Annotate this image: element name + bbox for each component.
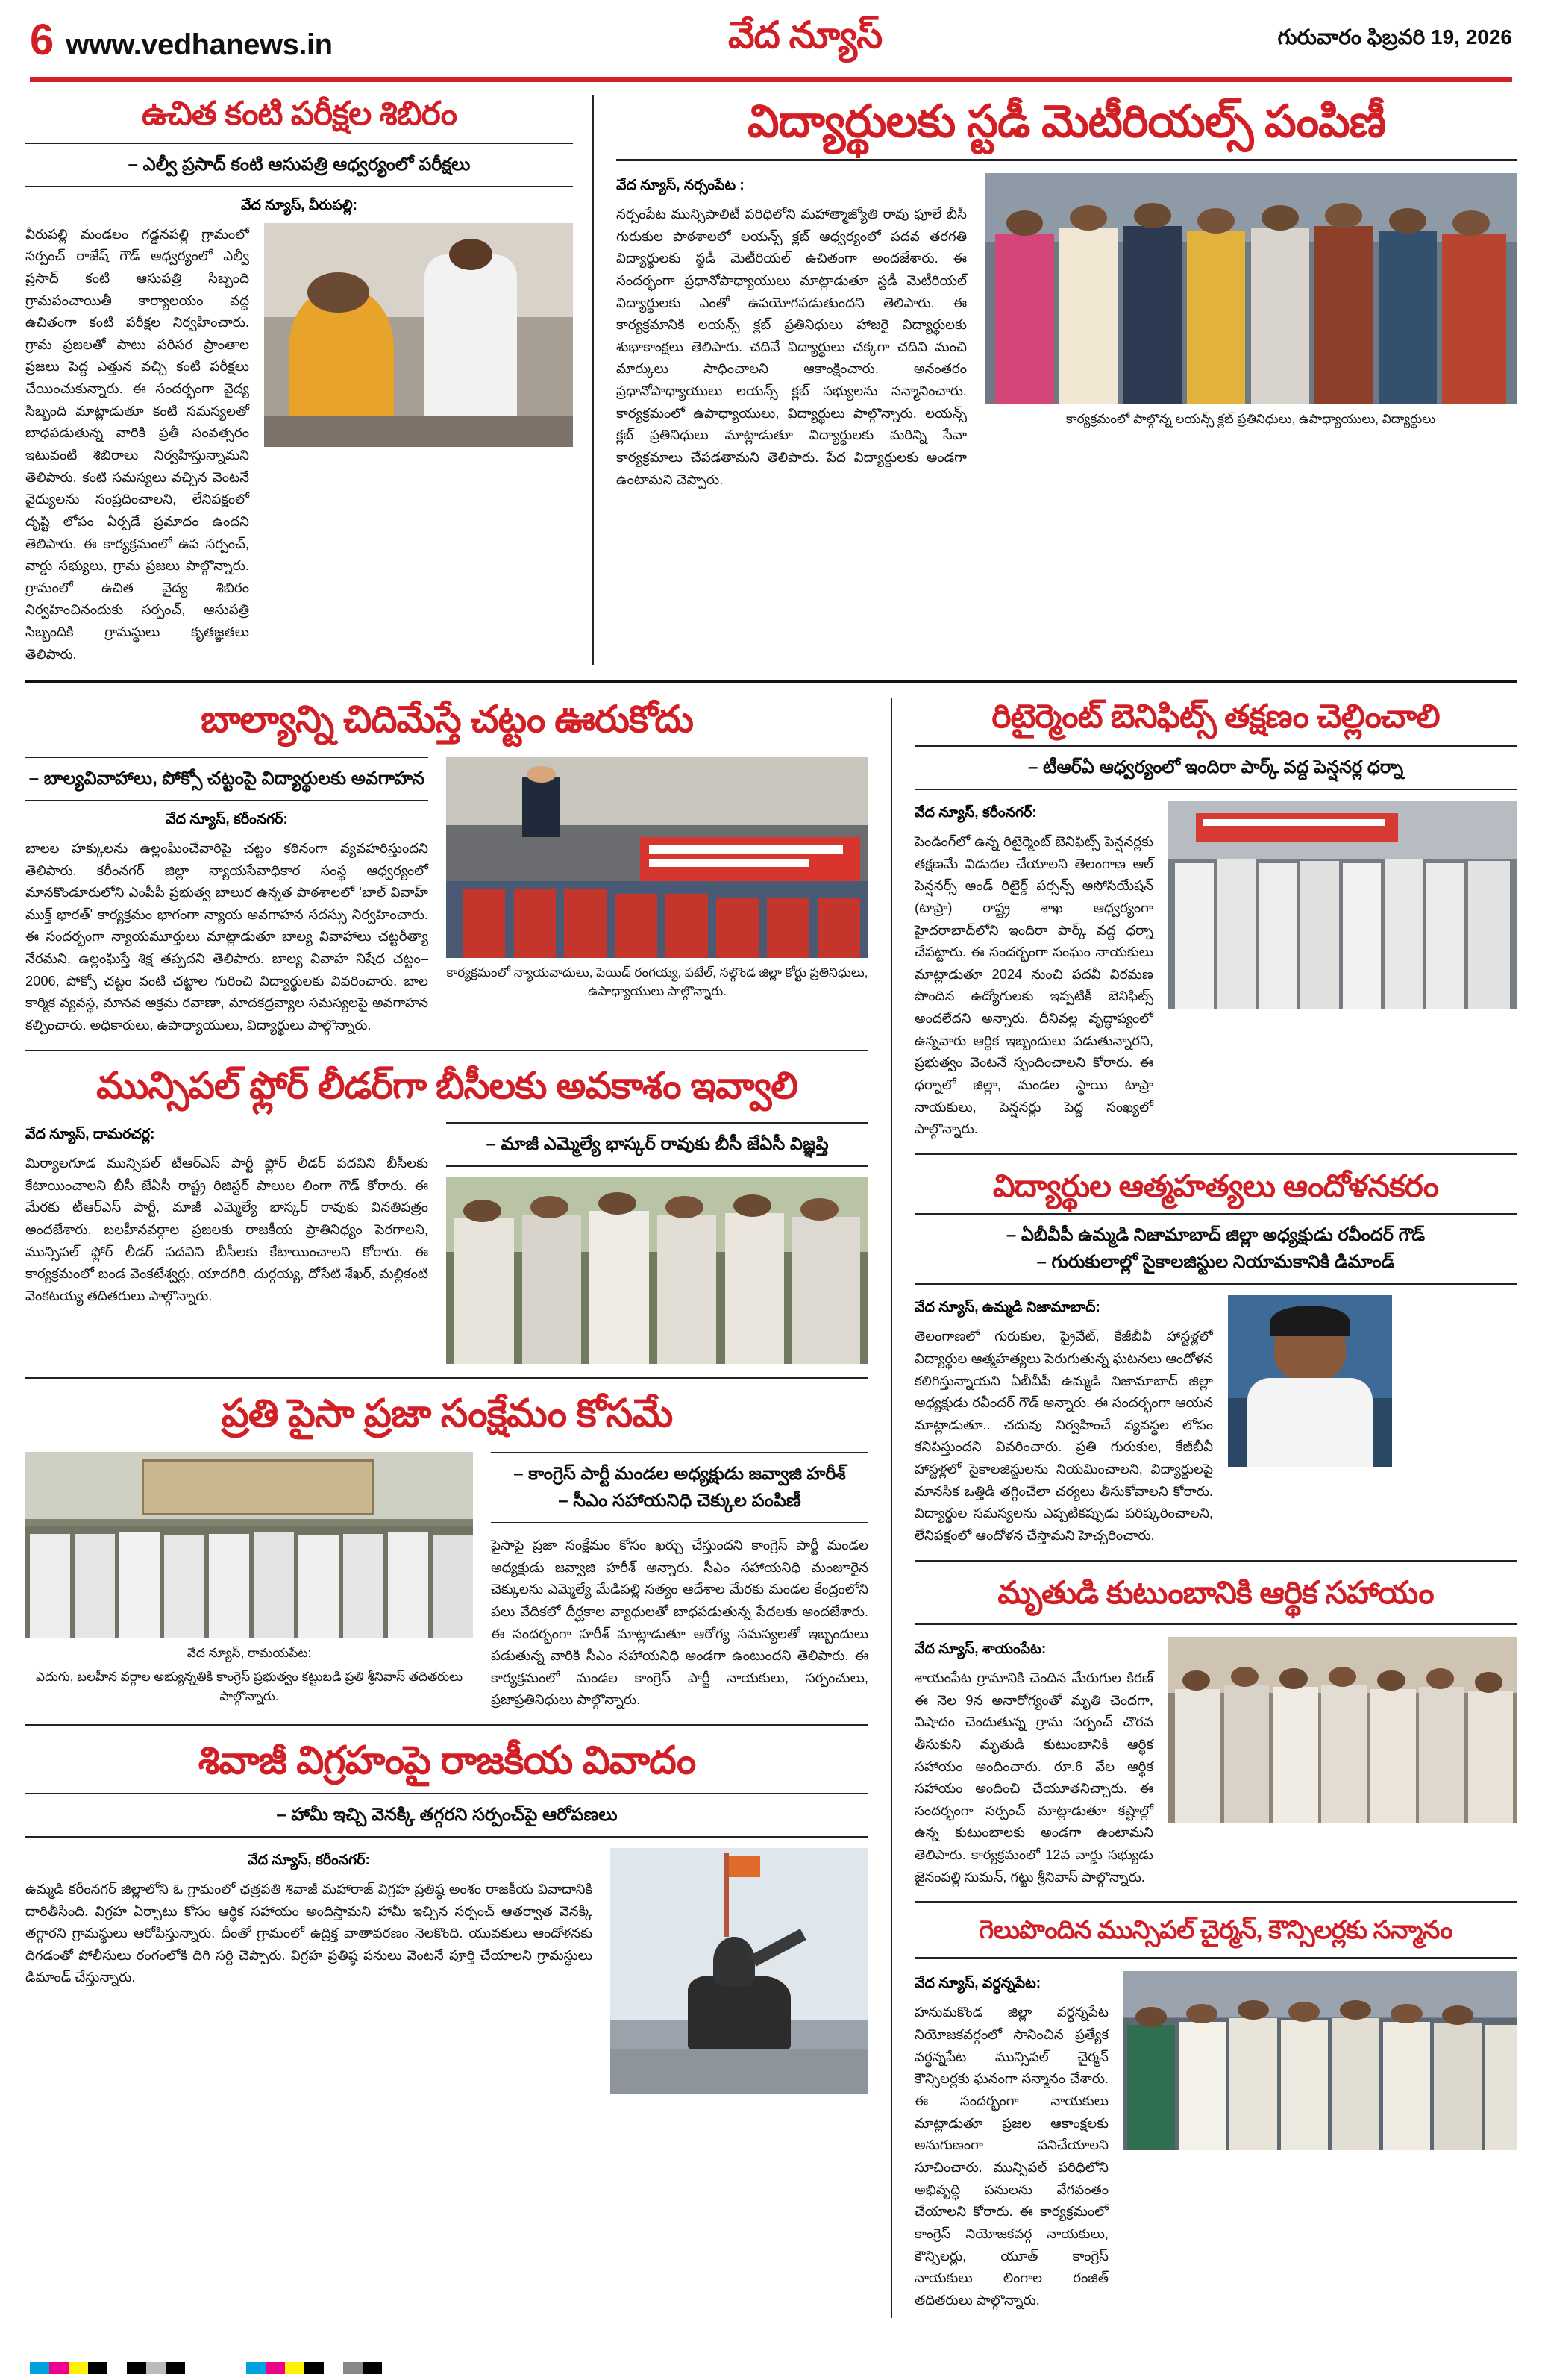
retirement-subhead-box <box>915 745 1517 790</box>
financial-help-byline: వేద న్యూస్, శాయంపేట: <box>915 1641 1047 1657</box>
publication-date: గురువారం ఫిబ్రవరి 19, 2026 <box>1277 25 1512 48</box>
divider-right-2 <box>915 1560 1517 1562</box>
article-study-materials <box>592 95 1517 665</box>
student-suicides-headline: విద్యార్థుల ఆత్మహత్యలు ఆందోళనకరం <box>992 1168 1439 1203</box>
section-divider-1 <box>25 680 1517 683</box>
article-every-paisa <box>25 1392 868 1711</box>
color-registration-bars-right <box>246 2362 382 2374</box>
every-paisa-headline: ప్రతి పైసా ప్రజా సంక్షేమం కోసమే <box>221 1392 673 1436</box>
retirement-body: పెండింగ్‌లో ఉన్న రిటైర్మెంట్ బెనిఫిట్స్ పెన్షనర్లకు తక్షణమే విడుదల చేయాలని తెలంగాణ ఆల్ పెన్షనర్స్ అండ్ రిటైర్డ్ పర్సన్స్ అసోసియేషన్ (టాప్రా) రాష్ట్ర శాఖ ఆధ్వర్యంగా హైదరాబాద్‌లోని ఇందిరా పార్క్ వద్ద ధర్నా చేపట్టారు. ఈ సందర్భంగా సంఘం నాయకులు మాట్లాడుతూ 2024 నుంచి పదవీ విరమణ పొందిన ఉద్యోగులకు ఇప్పటికీ బెనిఫిట్స్ అందలేదని అన్నారు. దీనివల్ల వృద్ధాప్యంలో ఉన్నవారు ఆర్థిక ఇబ్బందులు పడుతున్నారని, ప్రభుత్వం వెంటనే స్పందించాలని కోరారు. ఈ ధర్నాలో జిల్లా, మండల స్థాయి టాప్రా నాయకులు, పెన్షనర్లు పెద్ద సంఖ్యలో పాల్గొన్నారు. <box>915 833 1153 1137</box>
retirement-photo <box>1168 801 1517 1009</box>
shivaji-byline: వేద న్యూస్, కరీంనగర్: <box>248 1852 370 1868</box>
study-materials-caption: కార్యక్రమంలో పాల్గొన్న లయన్స్ క్లబ్ ప్రతినిధులు, ఉపాధ్యాయులు, విద్యార్థులు <box>1065 412 1436 426</box>
financial-help-photo <box>1168 1637 1517 1823</box>
retirement-headline: రిటైర్మెంట్ బెనిఫిట్స్ తక్షణం చెల్లించాలి <box>991 698 1440 736</box>
child-marriage-photo <box>446 757 868 958</box>
floor-leader-subhead: – మాజీ ఎమ్మెల్యే భాస్కర్ రావుకు బీసీ జేఏసీ విజ్ఞప్తి <box>486 1134 829 1155</box>
every-paisa-subhead-box <box>491 1452 868 1523</box>
financial-help-headline: మృతుడి కుటుంబానికి ఆర్థిక సహాయం <box>997 1574 1434 1610</box>
every-paisa-caption: ఎదుగు, బలహీన వర్గాల అభ్యున్నతికి కాంగ్రెస్ ప్రభుత్వం కట్టుబడి ప్రతి శ్రీనివాస్ తదితరులు పాల్గొన్నారు. <box>35 1670 463 1703</box>
study-materials-body: నర్సంపేట మున్సిపాలిటీ పరిధిలోని మహాత్మాజ్యోతి రావు ఫూలే బీసీ గురుకుల పాఠశాలలో లయన్స్ క్లబ్ ఆధ్వర్యంలో పదవ తరగతి విద్యార్థులకు స్టడీ మెటీరియల్ ఉచితంగా అందజేశారు. ఈ సందర్భంగా ప్రధానోపాధ్యాయులు మాట్లాడుతూ స్టడీ మెటీరియల్ విద్యార్థులకు ఎంతో ఉపయోగపడుతుందని తెలిపారు. ఈ కార్యక్రమానికి లయన్స్ క్లబ్ ప్రతినిధులు హాజరై విద్యార్థులకు శుభాకాంక్షలు తెలిపారు. చదివే విద్యార్థులు చక్కగా చదివి మంచి మార్కులు సాధించాలని ఆకాంక్షించారు. అనంతరం ప్రధానోపాధ్యాయులు లయన్స్ క్లబ్ సభ్యులను సన్మానించారు. కార్యక్రమంలో ఉపాధ్యాయులు, విద్యార్థులు పాల్గొన్నారు. లయన్స్ క్లబ్ ప్రతినిధులు మాట్లాడుతూ విద్యార్థులకు మరిన్ని సేవా కార్యక్రమాలు చేపడతామని తెలిపారు. పేద విద్యార్థులకు అండగా ఉంటామని చెప్పారు. <box>616 206 967 487</box>
right-column <box>891 698 1517 2318</box>
eye-camp-subhead: – ఎల్వీ ప్రసాద్ కంటి ఆసుపత్రి ఆధ్వర్యంలో పరీక్షలు <box>128 154 471 175</box>
study-materials-headline: విద్యార్థులకు స్టడీ మెటీరియల్స్ పంపిణీ <box>747 96 1386 146</box>
student-suicides-byline: వేద న్యూస్, ఉమ్మడి నిజామాబాద్: <box>915 1300 1100 1316</box>
top-section <box>25 95 1517 665</box>
site-url[interactable]: www.vedhanews.in <box>66 28 333 61</box>
floor-leader-subhead-box <box>446 1122 868 1167</box>
floor-leader-headline: మున్సిపల్ ఫ్లోర్ లీడర్‌గా బీసీలకు అవకాశం ఇవ్వాలి <box>96 1064 797 1106</box>
every-paisa-photo <box>25 1452 473 1638</box>
floor-leader-photo <box>446 1177 868 1364</box>
color-registration-bars-left <box>30 2362 185 2374</box>
divider-left-2 <box>25 1377 868 1379</box>
page-number: 6 <box>30 15 54 64</box>
publication-title: వేద న్యూస్ <box>727 14 883 56</box>
every-paisa-photo-byline: వేద న్యూస్, రామయపేట: <box>187 1645 312 1660</box>
study-materials-byline: వేద న్యూస్, నర్సంపేట : <box>616 178 745 193</box>
eye-camp-subhead-box <box>25 143 573 187</box>
child-marriage-subhead-box <box>25 757 428 801</box>
masthead <box>25 0 1517 71</box>
retirement-subhead: – టీఆర్ఏ ఆధ్వర్యంలో ఇందిరా పార్క్ వద్ద పెన్షనర్ల ధర్నా <box>1027 757 1404 777</box>
child-marriage-subhead: – బాల్యవివాహాలు, పోక్సో చట్టంపై విద్యార్థులకు అవగాహన <box>28 768 425 789</box>
eye-camp-headline: ఉచిత కంటి పరీక్షల శిబిరం <box>141 95 457 132</box>
article-municipal-chairman <box>915 1916 1517 2311</box>
student-suicides-portrait <box>1228 1295 1392 1467</box>
left-column <box>25 698 891 2318</box>
article-financial-help <box>915 1575 1517 1888</box>
divider-left-3 <box>25 1724 868 1726</box>
municipal-chairman-headline: గెలుపొందిన మున్సిపల్ చైర్మన్, కౌన్సిలర్లకు సన్మానం <box>979 1916 1452 1945</box>
student-suicides-subhead-1: – ఏబీవీపీ ఉమ్మడి నిజామాబాద్ జిల్లా అధ్యక్షుడు రవీందర్ గౌడ్ <box>1006 1225 1426 1246</box>
every-paisa-subhead-1: – కాంగ్రెస్ పార్టీ మండల అధ్యక్షుడు జవ్వాజి హరీశ్ <box>513 1463 846 1484</box>
floor-leader-body: మిర్యాలగూడ మున్సిపల్ టీఆర్ఎస్ పార్టీ ఫ్లోర్ లీడర్ పదవిని బీసీలకు కేటాయించాలని బీసీ జేఏసీ రాష్ట్ర రిజిస్టర్ పాలుల లింగా గౌడ్ కోరారు. ఈ మేరకు టీఆర్ఎస్ పార్టీ, మాజీ ఎమ్మెల్యే భాస్కర్ రావుకు వినతిపత్రం అందజేశారు. బలహీనవర్గాల ప్రజలకు రాజకీయ ప్రాతినిధ్యం పెరగాలని, మున్సిపల్ ఫ్లోర్ లీడర్ పదవిని బీసీలకు కేటాయించాలని కోరారు. ఈ కార్యక్రమంలో బండ వెంకటేశ్వర్లు, యాదగిరి, దుర్గయ్య, దోసేటి శేఖర్, మల్లికంటి వెంకటయ్య తదితరులు పాల్గొన్నారు. <box>25 1155 428 1304</box>
child-marriage-byline: వేద న్యూస్, కరీంనగర్: <box>166 811 288 827</box>
student-suicides-body: తెలంగాణలో గురుకుల, ప్రైవేట్, కేజీబీవీ హాస్టళ్లలో విద్యార్థుల ఆత్మహత్యలు పెరుగుతున్న ఘటనలు ఆందోళన కలిగిస్తున్నాయని ఏబీవీపీ ఉమ్మడి నిజామాబాద్ జిల్లా అధ్యక్షుడు రవీందర్ గౌడ్ అన్నారు. ఈ సందర్భంగా ఆయన మాట్లాడుతూ.. చదువు నిర్వహించే వ్యవస్థల లోపం కనిపిస్తుందని వివరించారు. ప్రతి గురుకుల, కేజీబీవీ హాస్టళ్లలో సైకాలజిస్టులను నియమించాలని, విద్యార్థులపై మానసిక ఒత్తిడి తగ్గించేలా చర్యలు తీసుకోవాలని కోరారు. విద్యార్థుల సమస్యలను ఎప్పటికప్పుడు పరిష్కరించాలని, లేనిపక్షంలో ఆందోళన చేస్తామని హెచ్చరించారు. <box>915 1328 1213 1544</box>
eye-camp-body: వీరుపల్లి మండలం గడ్డనపల్లి గ్రామంలో సర్పంచ్ రాజేష్ గౌడ్ ఆధ్వర్యంలో ఎల్వీ ప్రసాద్ కంటి ఆసుపత్రి సిబ్బంది గ్రామపంచాయితీ కార్యాలయం వద్ద ఉచితంగా కంటి పరీక్షల నిర్వహించారు. గ్రామ ప్రజలతో పాటు పరిసర ప్రాంతాల ప్రజలు పెద్ద ఎత్తున వచ్చి కంటి పరీక్షలు చేయించుకున్నారు. ఈ సందర్భంగా వైద్య సిబ్బంది మాట్లాడుతూ కంటి సమస్యలతో బాధపడుతున్న వారికి ప్రతీ సంవత్సరం ఇటువంటి శిబిరాలు నిర్వహిస్తున్నామని తెలిపారు. కంటి సమస్యలు వచ్చిన వెంటనే వైద్యులను సంప్రదించాలని, లేనిపక్షంలో దృష్టి లోపం ఏర్పడే ప్రమాదం ఉందని తెలిపారు. ఈ కార్యక్రమంలో ఉప సర్పంచ్, వార్డు సభ్యులు, గ్రామ ప్రజలు పాల్గొన్నారు. గ్రామంలో ఉచిత వైద్య శిబిరం నిర్వహించినందుకు సర్పంచ్, ఆసుపత్రి సిబ్బందికి గ్రామస్థులు కృతజ్ఞతలు తెలిపారు. <box>25 225 249 662</box>
eye-camp-byline: వేద న్యూస్, వీరుపల్లి: <box>241 197 357 213</box>
shivaji-subhead-box <box>25 1793 868 1838</box>
shivaji-subhead: – హామీ ఇచ్చి వెనక్కి తగ్గరని సర్పంచ్‌పై ఆరోపణలు <box>276 1804 618 1825</box>
article-eye-camp <box>25 95 592 665</box>
article-child-marriage <box>25 698 868 1036</box>
municipal-chairman-body: హనుమకొండ జిల్లా వర్ధన్నపేట నియోజకవర్గంలో సానించిన ప్రత్యేక వర్ధన్నపేట మున్సిపల్ చైర్మన్ కౌన్సిలర్లకు ఘనంగా సన్మానం చేశారు. ఈ సందర్భంగా నాయకులు మాట్లాడుతూ ప్రజల ఆకాంక్షలకు అనుగుణంగా పనిచేయాలని సూచించారు. మున్సిపల్ పరిధిలోని అభివృద్ధి పనులను వేగవంతం చేయాలని కోరారు. ఈ కార్యక్రమంలో కాంగ్రెస్ నియోజకవర్గ నాయకులు, కౌన్సిలర్లు, యూత్ కాంగ్రెస్ నాయకులు లింగాల రంజిత్ తదితరులు పాల్గొన్నారు. <box>915 2004 1109 2308</box>
student-suicides-subhead-box <box>915 1213 1517 1285</box>
child-marriage-headline: బాల్యాన్ని చిదిమేస్తే చట్టం ఊరుకోదు <box>201 698 693 741</box>
shivaji-body: ఉమ్మడి కరీంనగర్ జిల్లాలోని ఓ గ్రామంలో ఛత్రపతి శివాజీ మహారాజ్ విగ్రహ ప్రతిష్ఠ అంశం రాజకీయ వివాదానికి దారితీసింది. విగ్రహ ఏర్పాటు కోసం ఆర్థిక సహాయం అందిస్తామని హామీ ఇచ్చిన సర్పంచ్ ఆతర్వాత వెనక్కి తగ్గారని గ్రామస్థులు ఆరోపిస్తున్నారు. దీంతో గ్రామంలో ఉద్రిక్త వాతావరణం నెలకొంది. యువకులు ఆందోళనకు దిగడంతో పోలీసులు రంగంలోకి దిగి సర్ది చెప్పారు. విగ్రహ ప్రతిష్ఠ పనులు వెంటనే పూర్తి చేయాలని గ్రామస్థులు డిమాండ్ చేస్తున్నారు. <box>25 1880 592 1985</box>
retirement-byline: వేద న్యూస్, కరీంనగర్: <box>915 805 1037 821</box>
student-suicides-subhead-2: – గురుకులాల్లో సైకాలజిస్టుల నియామకానికి డిమాండ్ <box>1036 1252 1395 1273</box>
article-student-suicides <box>915 1168 1517 1547</box>
masthead-rule <box>30 77 1512 82</box>
shivaji-photo <box>610 1848 868 2094</box>
article-municipal-floor-leader <box>25 1065 868 1365</box>
eye-camp-photo <box>264 223 573 447</box>
child-marriage-caption: కార్యక్రమంలో న్యాయవాదులు, పెయిడ్ రంగయ్య, పటేల్, నల్గొండ జిల్లా కోర్టు ప్రతినిధులు, ఉపాధ్యాయులు పాల్గొన్నారు. <box>446 965 868 999</box>
municipal-chairman-photo <box>1123 1971 1517 2150</box>
divider-right-3 <box>915 1901 1517 1903</box>
floor-leader-byline: వేద న్యూస్, దామరచర్ల: <box>25 1127 155 1143</box>
municipal-chairman-byline: వేద న్యూస్, వర్ధన్నపేట: <box>915 1976 1041 1992</box>
divider-right-1 <box>915 1153 1517 1155</box>
article-shivaji <box>25 1739 868 2094</box>
study-materials-photo <box>985 173 1517 404</box>
masthead-left <box>30 15 333 64</box>
every-paisa-subhead-2: – సీఎం సహాయనిధి చెక్కుల పంపిణీ <box>558 1490 801 1511</box>
main-body <box>25 698 1517 2318</box>
child-marriage-body: బాలల హక్కులను ఉల్లంఘించేవారిపై చట్టం కఠినంగా వ్యవహరిస్తుందని తెలిపారు. కరీంనగర్ జిల్లా న్యాయసేవాధికార సంస్థ ఆధ్వర్యంలో మానకొండూరులోని ఎంపీపీ ప్రభుత్వ బాలుర ఉన్నత పాఠశాలలో 'బాల్ వివాహ్ ముక్త్ భారత్' కార్యక్రమం భాగంగా న్యాయ అవగాహన సదస్సు నిర్వహించారు. ఈ సందర్భంగా న్యాయమూర్తులు మాట్లాడుతూ బాల్య వివాహాలు చట్టరీత్యా నేరమని, ఉల్లంఘిస్తే శిక్ష తప్పదని తెలిపారు. బాల్య వివాహ నిషేధ చట్టం–2006, పోక్సో చట్టం వంటి చట్టాల గురించి విద్యార్థులకు వివరించారు. బాల కార్మిక వ్యవస్థ, మానవ అక్రమ రవాణా, మాదకద్రవ్యాల సమస్యలపై అవగాహన కల్పించారు. అధికారులు, ఉపాధ్యాయులు, విద్యార్థులు పాల్గొన్నారు. <box>25 839 428 1033</box>
shivaji-headline: శివాజీ విగ్రహంపై రాజకీయ వివాదం <box>198 1739 696 1783</box>
article-retirement <box>915 698 1517 1140</box>
every-paisa-body: పైసాపై ప్రజా సంక్షేమం కోసం ఖర్చు చేస్తుందని కాంగ్రెస్ పార్టీ మండల అధ్యక్షుడు జవ్వాజి హరీశ్ అన్నారు. సీఎం సహాయనిధి మంజూరైన చెక్కులను ఎమ్మెల్యే మేడిపల్లి సత్యం ఆదేశాల మేరకు మండల కేంద్రంలోని పలు వేదికలో దీర్ఘకాల వ్యాధులతో బాధపడుతున్న పేదలకు అందజేశారు. ఈ సందర్భంగా హరీశ్ మాట్లాడుతూ ఆరోగ్య సమస్యలతో ఇబ్బందులు పడుతున్న వారికి సీఎం సహాయనిధి అండగా ఉంటుందని తెలిపారు. ఈ కార్యక్రమంలో మండల కాంగ్రెస్ పార్టీ నాయకులు, సర్పంచులు, ప్రజాప్రతినిధులు పాల్గొన్నారు. <box>491 1536 868 1708</box>
financial-help-body: శాయంపేట గ్రామానికి చెందిన మేరుగుల కిరణ్ ఈ నెల 9న అనారోగ్యంతో మృతి చెందగా, విషాదం చెందుతున్న గ్రామ సర్పంచ్ చొరవ తీసుకుని మృతుడి కుటుంబానికి ఆర్థిక సహాయం అందించారు. రూ.6 వేల ఆర్థిక సహాయం అందించి చేయూతనిచ్చారు. ఈ సందర్భంగా సర్పంచ్ మాట్లాడుతూ కష్టాల్లో ఉన్న కుటుంబాలకు అండగా ఉంటామని తెలిపారు. కార్యక్రమంలో 12వ వార్డు సభ్యుడు జైనంపల్లి సుమన్, గట్టు శ్రీనివాస్ పాల్గొన్నారు. <box>915 1669 1153 1885</box>
divider-left-1 <box>25 1050 868 1051</box>
